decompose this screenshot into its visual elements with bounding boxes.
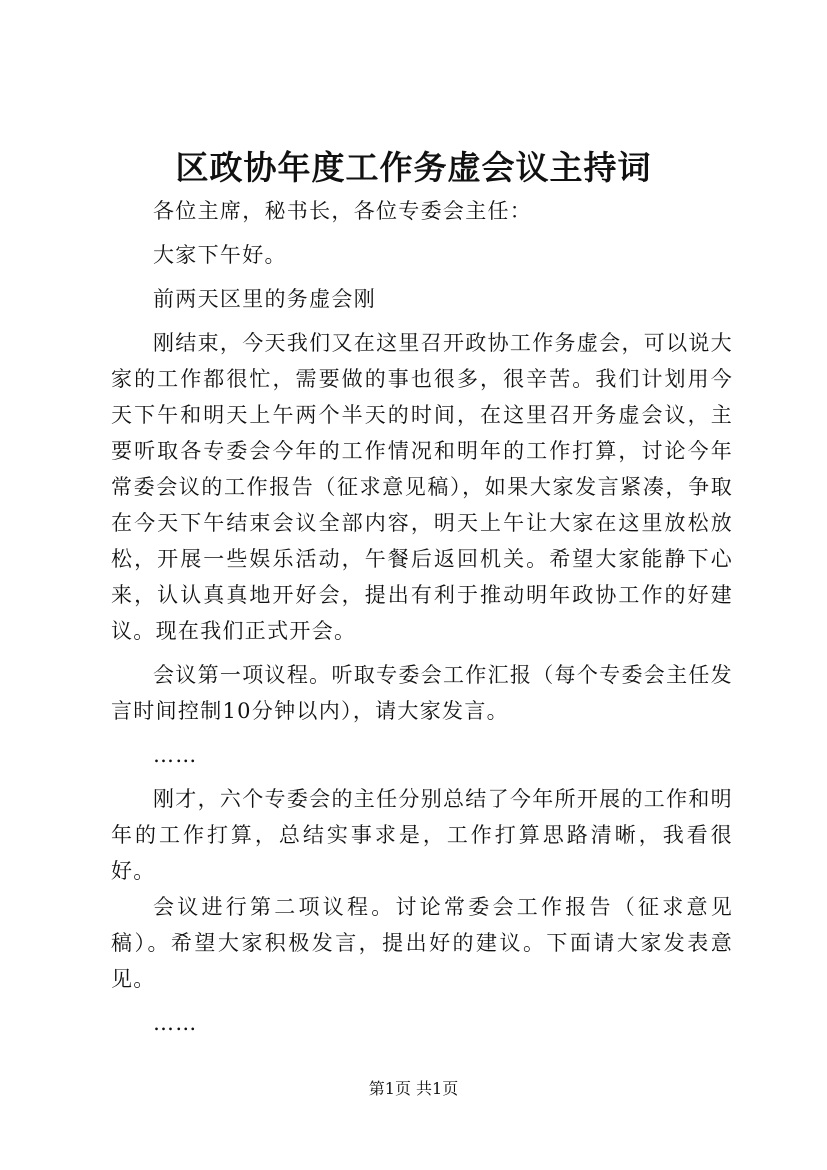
paragraph-ellipsis: …… [153,743,198,767]
paragraph-ellipsis-end: …… [153,1011,198,1035]
paragraph-intro-fragment: 前两天区里的务虚会刚 [153,287,376,311]
paragraph-summary: 刚才，六个专委会的主任分别总结了今年所开展的工作和明年的工作打算，总结实事求是，工作打算思路清晰，我看很好。 [111,787,733,883]
document-body [111,193,733,1041]
paragraph-salutation: 各位主席，秘书长，各位专委会主任： [153,199,533,223]
paragraph-agenda-one: 会议第一项议程。听取专委会工作汇报（每个专委会主任发言时间控制10分钟以内），请大家发言。 [111,663,733,723]
paragraph-opening: 刚结束，今天我们又在这里召开政协工作务虚会，可以说大家的工作都很忙，需要做的事也很多，很辛苦。我们计划用今天下午和明天上午两个半天的时间，在这里召开务虚会议，主要听取各专委会今年的工作情况和明年的工作打算，讨论今年常委会议的工作报告（征求意见稿），如果大家发言紧凑，争取在今天下午结束会议全部内容，明天上午让大家在这里放松放松，开展一些娱乐活动，午餐后返回机关。希望大家能静下心来，认认真真地开好会，提出有利于推动明年政协工作的好建议。现在我们正式开会。 [111,331,733,643]
paragraph-agenda-two: 会议进行第二项议程。讨论常委会工作报告（征求意见稿）。希望大家积极发言，提出好的建议。下面请大家发表意见。 [111,895,733,991]
paragraph-greeting: 大家下午好。 [153,243,287,267]
document-title: 区政协年度工作务虚会议主持词 [175,148,652,187]
page-footer: 第1页 共1页 [368,1079,459,1098]
